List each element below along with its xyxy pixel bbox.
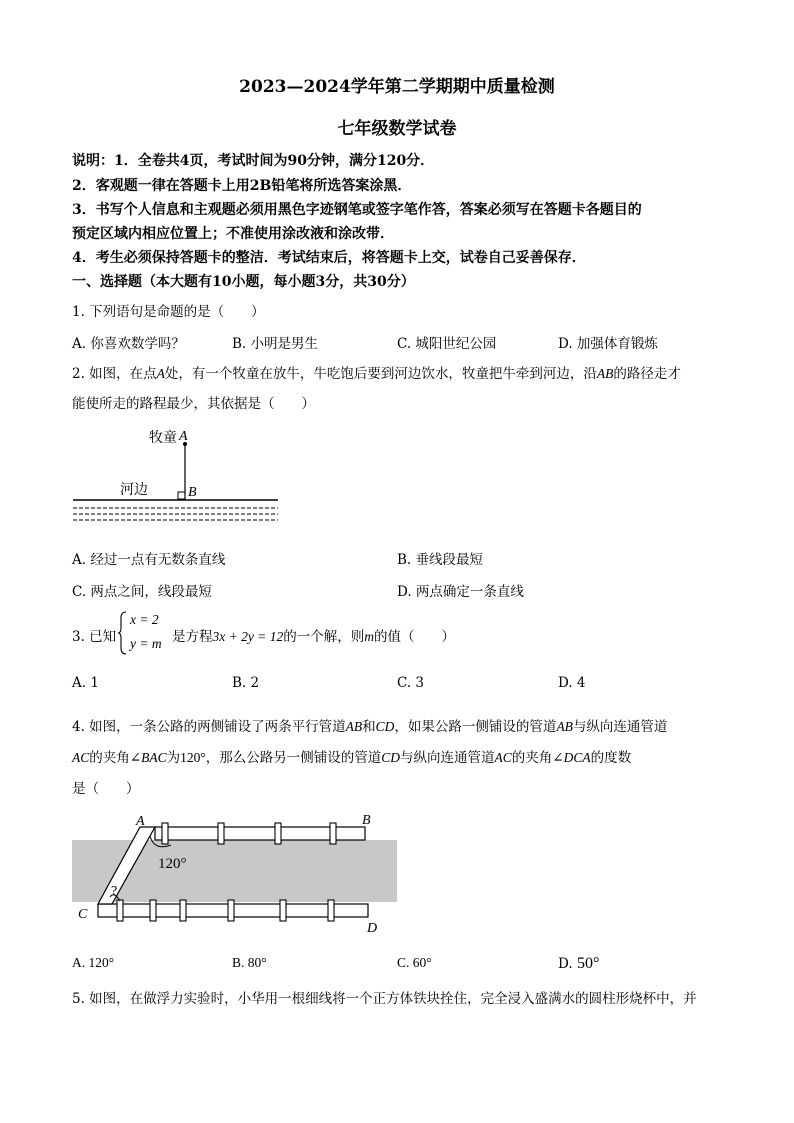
- instruction-line-1: 说明：1．全卷共4页，考试时间为90分钟，满分120分．: [72, 153, 435, 169]
- question-3-prefix: 3. 已知: [72, 629, 117, 645]
- section-heading: 一、选择题（本大题有10小题，每小题3分，共30分）: [72, 274, 415, 290]
- angle-label-120: 120°: [158, 856, 187, 872]
- label-b: B: [188, 485, 197, 500]
- pipe-cd-joint: [280, 900, 286, 921]
- pipe-cd-joint: [180, 900, 186, 921]
- q4-option-c: C. 60°: [397, 955, 432, 970]
- pipe-ab-joint: [218, 823, 224, 844]
- pipe-ab-joint: [162, 823, 168, 844]
- question-4-line-3: 是（ ）: [72, 781, 140, 797]
- system-equation-2: y = m: [130, 636, 162, 651]
- q1-option-c: C. 城阳世纪公园: [397, 336, 497, 352]
- pipe-ab-joint: [330, 823, 336, 844]
- label-boy: 牧童: [149, 431, 177, 446]
- instruction-line-4: 预定区域内相应位置上；不准使用涂改液和涂改带．: [72, 226, 394, 242]
- q3-option-b: B. 2: [232, 675, 260, 691]
- unknown-angle-mark: ?: [111, 884, 118, 899]
- q2-option-d: D. 两点确定一条直线: [397, 584, 524, 600]
- question-2-line-1: 2. 如图，在点A处，有一个牧童在放牛，牛吃饱后要到河边饮水，牧童把牛牵到河边，沿AB的路径走才: [72, 366, 681, 382]
- label-a: A: [136, 814, 145, 829]
- q3-option-a: A. 1: [72, 675, 99, 691]
- question-4-line-1: 4. 如图，一条公路的两侧铺设了两条平行管道AB和CD，如果公路一侧铺设的管道AB与纵向连通管道: [72, 719, 668, 735]
- q1-option-a: A. 你喜欢数学吗？: [72, 336, 185, 352]
- system-brace: [118, 610, 128, 656]
- pipe-figure: [70, 805, 405, 937]
- right-angle-mark: [178, 492, 185, 499]
- pipe-cd-joint: [228, 900, 234, 921]
- label-d: D: [367, 921, 378, 936]
- question-2-line-2: 能使所走的路程最少，其依据是（ ）: [72, 396, 315, 412]
- q2-option-b: B. 垂线段最短: [397, 552, 484, 568]
- river-figure: [70, 422, 285, 527]
- q4-option-d: D. 50°: [558, 955, 600, 972]
- q3-option-c: C. 3: [397, 675, 425, 691]
- q2-option-a: A. 经过一点有无数条直线: [72, 552, 226, 568]
- instruction-line-3: 3．书写个人信息和主观题必须用黑色字迹钢笔或签字笔作答，答案必须写在答题卡各题目的: [72, 202, 642, 218]
- exam-title: 2023—2024学年第二学期期中质量检测: [239, 77, 555, 97]
- pipe-ab-joint: [275, 823, 281, 844]
- question-5-line-1: 5. 如图，在做浮力实验时，小华用一根细线将一个正方体铁块拴住，完全浸入盛满水的圆柱形烧杯中，并: [72, 991, 697, 1007]
- q4-option-b: B. 80°: [232, 955, 267, 970]
- q1-option-b: B. 小明是男生: [232, 336, 319, 352]
- q2-option-c: C. 两点之间，线段最短: [72, 584, 212, 600]
- exam-subtitle: 七年级数学试卷: [337, 119, 457, 139]
- label-river: 河边: [120, 483, 148, 498]
- pipe-cd-joint: [117, 900, 123, 921]
- instruction-line-2: 2．客观题一律在答题卡上用2B铅笔将所选答案涂黑．: [72, 178, 412, 194]
- question-4-line-2: AC的夹角∠BAC为120°，那么公路另一侧铺设的管道CD与纵向连通管道AC的夹角∠DCA的度数: [72, 750, 632, 766]
- q1-option-d: D. 加强体育锻炼: [558, 336, 658, 352]
- label-b: B: [362, 813, 371, 828]
- system-equation-1: x = 2: [130, 612, 159, 627]
- pipe-cd-joint: [328, 900, 334, 921]
- q3-option-d: D. 4: [558, 675, 586, 691]
- question-3-body: 是方程3x + 2y = 12的一个解，则m的值（ ）: [172, 629, 455, 645]
- question-1-stem: 1. 下列语句是命题的是（ ）: [72, 304, 265, 320]
- instruction-line-5: 4．考生必须保持答题卡的整洁．考试结束后，将答题卡上交，试卷自己妥善保存．: [72, 250, 586, 266]
- pipe-cd-joint: [150, 900, 156, 921]
- q4-option-a: A. 120°: [72, 955, 115, 970]
- label-c: C: [78, 907, 88, 922]
- label-a: A: [179, 429, 188, 444]
